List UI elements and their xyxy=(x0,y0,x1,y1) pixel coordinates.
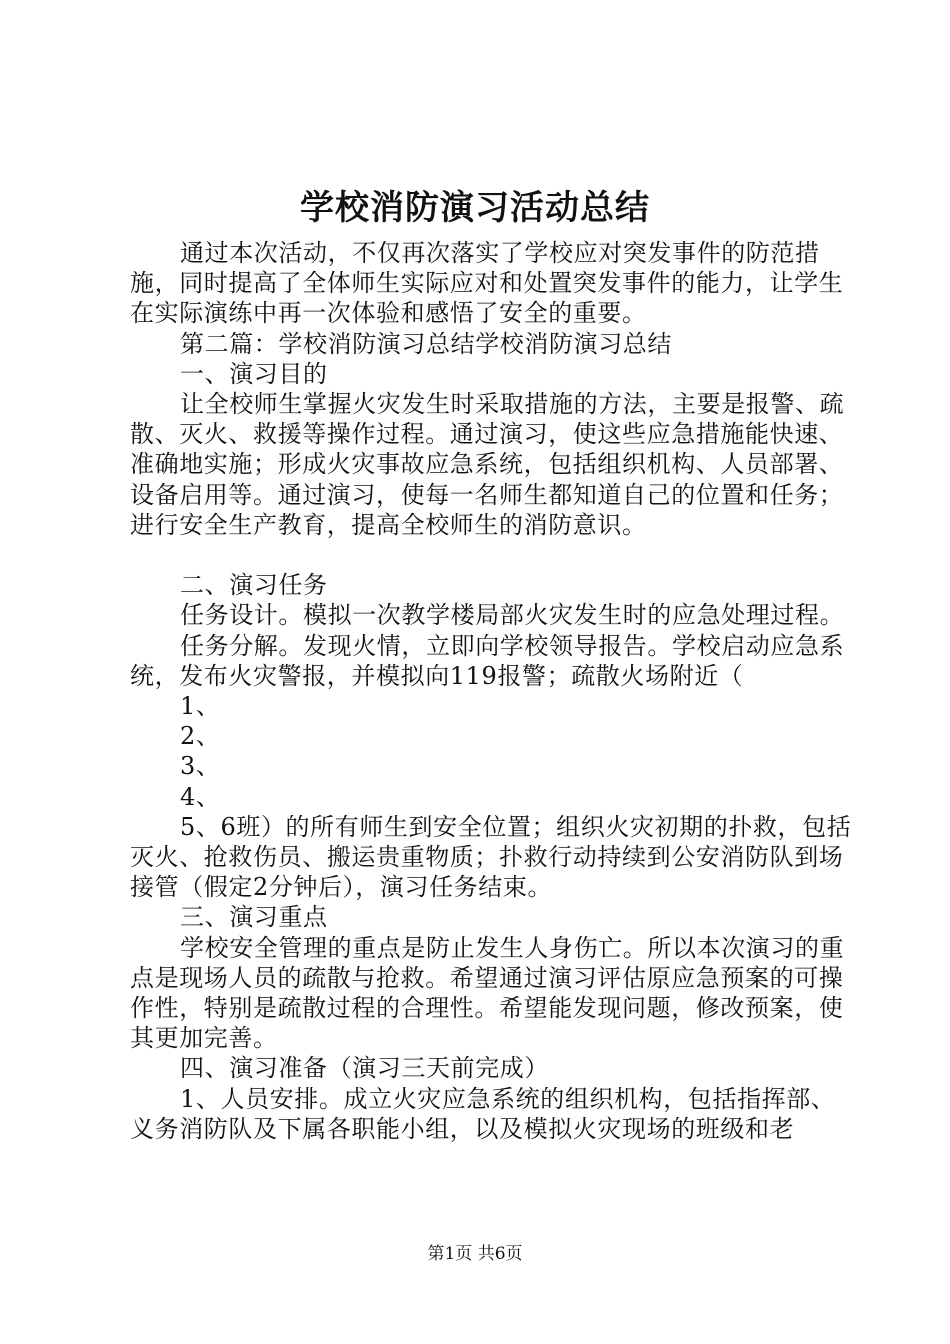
document-title: 学校消防演习活动总结 xyxy=(300,188,650,228)
paragraph-task-design: 任务设计。模拟一次教学楼局部火灾发生时的应急处理过程。 xyxy=(180,601,845,630)
list-item-1: 1、 xyxy=(180,692,221,721)
section-heading-part-two: 第二篇：学校消防演习总结学校消防演习总结 xyxy=(180,329,672,358)
paragraph-intro: 通过本次活动，不仅再次落实了学校应对突发事件的防范措施，同时提高了全体师生实际应对和处置突发事件的能力，让学生在实际演练中再一次体验和感悟了安全的重要。 xyxy=(130,239,844,328)
paragraph-task-breakdown: 任务分解。发现火情，立即向学校领导报告。学校启动应急系统，发布火灾警报，并模拟向119报警；疏散火场附近（ xyxy=(130,631,845,690)
list-item-3: 3、 xyxy=(180,752,221,781)
document-body xyxy=(130,238,855,1144)
blank-line xyxy=(130,540,855,570)
heading-drill-focus: 三、演习重点 xyxy=(180,903,328,932)
list-item-4: 4、 xyxy=(180,782,221,811)
heading-drill-task: 二、演习任务 xyxy=(180,571,328,600)
heading-drill-purpose: 一、演习目的 xyxy=(180,359,328,388)
paragraph-staffing: 1、人员安排。成立火灾应急系统的组织机构，包括指挥部、义务消防队及下属各职能小组，以及模拟火灾现场的班级和老 xyxy=(130,1084,836,1143)
paragraph-task-continued: 5、6班）的所有师生到安全位置；组织火灾初期的扑救，包括灭火、抢救伤员、搬运贵重物质；扑救行动持续到公安消防队到场接管（假定2分钟后），演习任务结束。 xyxy=(130,812,852,902)
list-item-2: 2、 xyxy=(180,722,221,751)
paragraph-drill-focus: 学校安全管理的重点是防止发生人身伤亡。所以本次演习的重点是现场人员的疏散与抢救。希望通过演习评估原应急预案的可操作性，特别是疏散过程的合理性。希望能发现问题，修改预案，使其更加完善。 xyxy=(130,933,845,1053)
heading-drill-preparation: 四、演习准备（演习三天前完成） xyxy=(180,1054,549,1083)
paragraph-drill-purpose: 让全校师生掌握火灾发生时采取措施的方法，主要是报警、疏散、灭火、救援等操作过程。通过演习，使这些应急措施能快速、准确地实施；形成火灾事故应急系统，包括组织机构、人员部署、设备启用等。通过演习，使每一名师生都知道自己的位置和任务；进行安全生产教育，提高全校师生的消防意识。 xyxy=(130,390,845,539)
page-footer: 第1页 共6页 xyxy=(427,1244,523,1264)
